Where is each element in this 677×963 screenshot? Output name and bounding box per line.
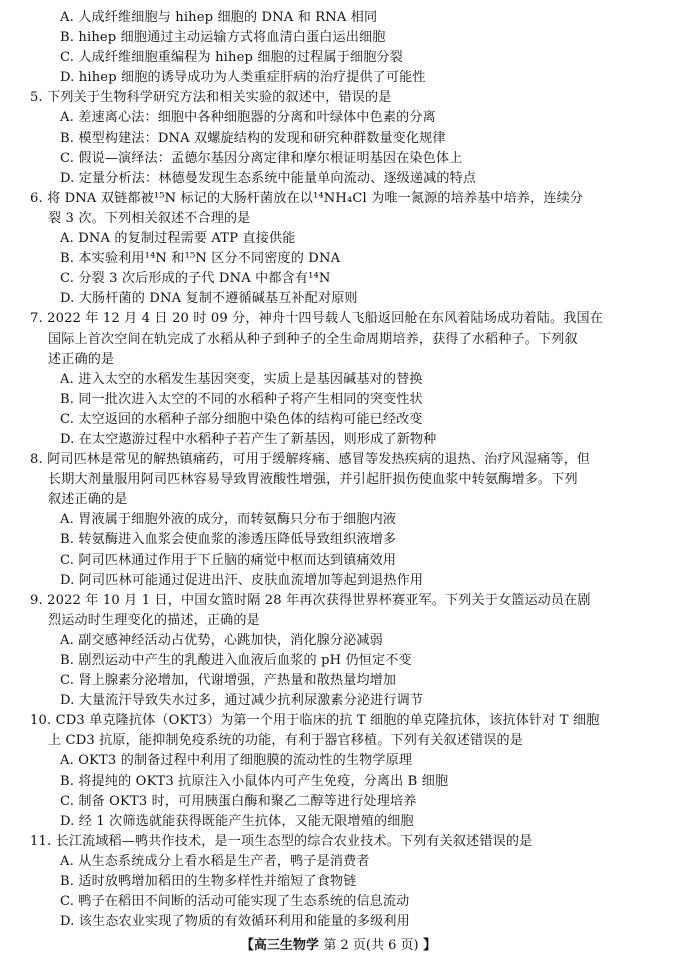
footer-close-bracket: 】 [423, 938, 437, 953]
answer-option: A. DNA 的复制过程需要 ATP 直接供能 [60, 231, 296, 247]
answer-option: C. 假说—演绎法：孟德尔基因分离定律和摩尔根证明基因在染色体上 [60, 150, 463, 166]
answer-option: D. 大肠杆菌的 DNA 复制不遵循碱基互补配对原则 [60, 291, 358, 307]
answer-option: A. 胃液属于细胞外液的成分，而转氨酶只分布于细胞内液 [60, 512, 397, 528]
answer-option: D. 该生态农业实现了物质的有效循环利用和能量的多级利用 [60, 914, 410, 930]
question-stem: 9. 2022 年 10 月 1 日，中国女篮时隔 28 年再次获得世界杯赛亚军。下列关于女篮运动员在剧 [30, 592, 591, 608]
answer-option: C. 鸭子在稻田不间断的活动可能实现了生态系统的信息流动 [60, 894, 410, 910]
question-stem-continued: 烈运动时生理变化的描述，正确的是 [48, 612, 260, 628]
answer-option: C. 肾上腺素分泌增加，代谢增强，产热量和散热量均增加 [60, 673, 397, 689]
question-stem: 11. 长江流域稻—鸭共作技术，是一项生态型的综合农业技术。下列有关叙述错误的是 [30, 833, 533, 849]
answer-option: D. 在太空遨游过程中水稻种子若产生了新基因，则形成了新物种 [60, 431, 437, 447]
question-stem: 10. CD3 单克隆抗体（OKT3）为第一个用于临床的抗 T 细胞的单克隆抗体，该抗体针对 T 细胞 [30, 713, 600, 729]
question-stem-continued: 述正确的是 [48, 351, 115, 367]
answer-option: A. 人成纤维细胞与 hihep 细胞的 DNA 和 RNA 相同 [60, 10, 378, 25]
answer-option: D. 大量流汗导致失水过多，通过减少抗利尿激素分泌进行调节 [60, 693, 424, 709]
answer-option: C. 太空返回的水稻种子部分细胞中染色体的结构可能已经改变 [60, 411, 423, 427]
answer-option: A. 从生态系统成分上看水稻是生产者，鸭子是消费者 [60, 853, 370, 869]
answer-option: D. 定量分析法：林德曼发现生态系统中能量单向流动、逐级递减的特点 [60, 170, 477, 186]
answer-option: B. 模型构建法：DNA 双螺旋结构的发现和研究种群数量变化规律 [60, 130, 446, 146]
answer-option: D. 阿司匹林可能通过促进出汗、皮肤血流增加等起到退热作用 [60, 572, 424, 588]
answer-option: B. 同一批次进入太空的不同的水稻种子将产生相同的突变性状 [60, 391, 423, 407]
answer-option: A. 进入太空的水稻发生基因突变，实质上是基因碱基对的替换 [60, 371, 423, 387]
answer-option: A. 副交感神经活动占优势，心跳加快，消化腺分泌减弱 [60, 632, 383, 648]
question-stem-continued: 国际上首次空间在轨完成了水稻从种子到种子的全生命周期培养，获得了水稻种子。下列叙 [48, 331, 578, 347]
answer-option: A. 差速离心法：细胞中各种细胞器的分离和叶绿体中色素的分离 [60, 110, 436, 126]
answer-option: B. 本实验利用¹⁴N 和¹⁵N 区分不同密度的 DNA [60, 251, 341, 267]
question-content [28, 8, 660, 932]
question-stem: 6. 将 DNA 双链都被¹⁵N 标记的大肠杆菌放在以¹⁴NH₄Cl 为唯一氮源的培养基中培养，连续分 [30, 190, 584, 206]
answer-option: B. 适时放鸭增加稻田的生物多样性并缩短了食物链 [60, 874, 357, 890]
answer-option: D. 经 1 次筛选就能获得既能产生抗体，又能无限增殖的细胞 [60, 813, 414, 829]
answer-option: B. hihep 细胞通过主动运输方式将血清白蛋白运出细胞 [60, 30, 386, 46]
answer-option: C. 人成纤维细胞重编程为 hihep 细胞的过程属于细胞分裂 [60, 50, 404, 66]
question-stem-continued: 裂 3 次。下列相关叙述不合理的是 [48, 210, 251, 226]
footer-page-number: 第 2 页(共 6 页) [323, 938, 419, 953]
answer-option: B. 剧烈运动中产生的乳酸进入血液后血浆的 pH 仍恒定不变 [60, 653, 412, 668]
footer-course: 【高三生物学 [240, 938, 319, 953]
answer-option: C. 分裂 3 次后形成的子代 DNA 中都含有¹⁴N [60, 271, 331, 287]
answer-option: A. OKT3 的制备过程中利用了细胞膜的流动性的生物学原理 [60, 753, 413, 769]
page-footer [0, 934, 677, 953]
question-stem: 8. 阿司匹林是常见的解热镇痛药，可用于缓解疼痛、感冒等发热疾病的退热、治疗风湿痛等，但 [30, 452, 591, 468]
question-stem-continued: 上 CD3 抗原，能抑制免疫系统的功能，有利于器官移植。下列有关叙述错误的是 [48, 733, 523, 749]
answer-option: D. hihep 细胞的诱导成功为人类重症肝病的治疗提供了可能性 [60, 70, 426, 86]
answer-option: C. 制备 OKT3 时，可用胰蛋白酶和聚乙二醇等进行处理培养 [60, 793, 417, 809]
question-stem-continued: 长期大剂量服用阿司匹林容易导致胃液酸性增强，并引起肝损伤使血浆中转氨酶增多。下列 [48, 472, 578, 488]
answer-option: B. 将提纯的 OKT3 抗原注入小鼠体内可产生免疫，分离出 B 细胞 [60, 773, 449, 789]
question-stem-continued: 叙述正确的是 [48, 492, 128, 508]
answer-option: C. 阿司匹林通过作用于下丘脑的痛觉中枢而达到镇痛效用 [60, 552, 397, 568]
answer-option: B. 转氨酶进入血浆会使血浆的渗透压降低导致组织液增多 [60, 532, 397, 548]
question-stem: 5. 下列关于生物科学研究方法和相关实验的叙述中，错误的是 [30, 90, 392, 106]
question-stem: 7. 2022 年 12 月 4 日 20 时 09 分，神舟十四号载人飞船返回舱在东风着陆场成功着陆。我国在 [30, 311, 603, 327]
